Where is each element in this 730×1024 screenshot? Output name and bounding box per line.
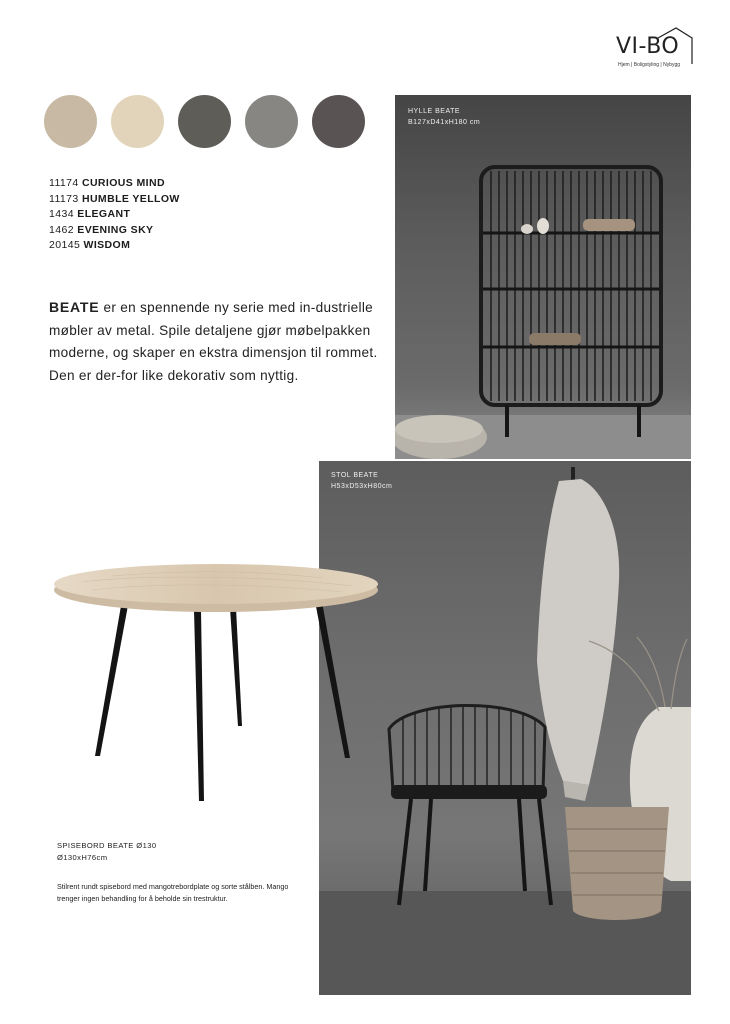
logo-tagline: Hjem | Boligstyling | Nybygg	[618, 62, 681, 68]
shelf-caption	[408, 107, 480, 128]
intro-paragraph	[49, 296, 379, 387]
logo-text: VI-BO	[616, 34, 680, 59]
color-swatches	[44, 95, 365, 148]
chair-name: STOL BEATE	[331, 472, 379, 479]
brand-logo	[612, 22, 694, 70]
shelf-name: HYLLE BEATE	[408, 108, 461, 115]
swatch-elegant	[178, 95, 231, 148]
color-list-item: 1434 ELEGANT	[49, 208, 131, 221]
table-caption	[57, 840, 156, 863]
table-dimensions: Ø130xH76cm	[57, 852, 108, 862]
shelf-dimensions: B127xD41xH180 cm	[408, 118, 481, 126]
color-list-item: 11174 CURIOUS MIND	[49, 177, 165, 189]
table-name: SPISEBORD BEATE Ø130	[57, 841, 157, 850]
color-list	[49, 176, 180, 254]
shelf-illustration	[395, 95, 691, 459]
color-list-item: 20145 WISDOM	[49, 239, 131, 252]
chair-caption	[331, 471, 392, 492]
swatch-wisdom	[312, 95, 365, 148]
swatch-curious-mind	[44, 95, 97, 148]
color-list-item: 11173 HUMBLE YELLOW	[49, 192, 180, 205]
intro-text: er en spennende ny serie med in-dustrielle møbler av metal. Spile detaljene gjør møbelpakken moderne, og skaper en ekstra dimensjon til rommet. Den er der-for like dekorativ som nyttig.	[49, 300, 378, 383]
color-list-item: 1462 EVENING SKY	[49, 223, 154, 236]
swatch-humble-yellow	[111, 95, 164, 148]
intro-lead: BEATE	[49, 299, 100, 315]
swatch-evening-sky	[245, 95, 298, 148]
chair-dimensions: H53xD53xH80cm	[331, 482, 393, 490]
shelf-photo	[395, 95, 691, 459]
table-description: Stilrent rundt spisebord med mangotrebordplate og sorte stålben. Mango trenger ingen behandling for å beholde sin trestruktur.	[57, 882, 289, 903]
dining-table-illustration	[52, 556, 382, 806]
